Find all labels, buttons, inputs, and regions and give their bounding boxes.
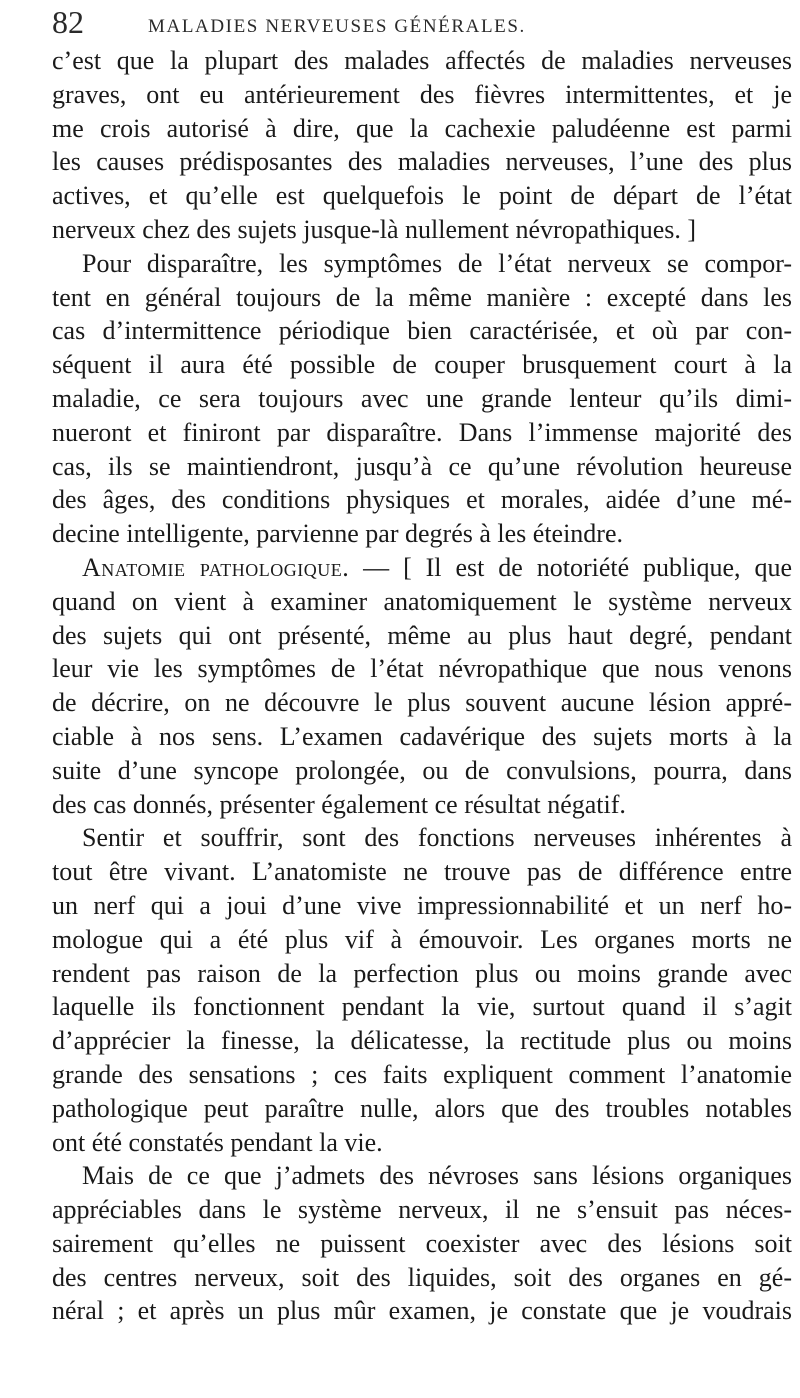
paragraph-start-line: Mais de ce que j’admets des névroses sans lésions organiques	[82, 1161, 792, 1191]
text-line: sairement qu’elles ne puissent coexister avec des lésions soit	[52, 1228, 792, 1258]
text-line: pathologique peut paraître nulle, alors que des troubles notables	[52, 1093, 792, 1123]
text-line: graves, ont eu antérieurement des fièvres intermittentes, et je	[52, 79, 792, 109]
text-line: maladie, ce sera toujours avec une grande lenteur qu’ils dimi-	[52, 383, 792, 413]
text-line: cas d’intermittence périodique bien caractérisée, et où par con-	[52, 316, 792, 346]
text-line: des âges, des conditions physiques et morales, aidée d’une mé-	[52, 485, 792, 515]
book-page	[52, 0, 792, 1328]
paragraph-start-line: Sentir et souffrir, sont des fonctions nerveuses inhérentes à	[82, 823, 792, 853]
text-line: quand on vient à examiner anatomiquement le système nerveux	[52, 586, 792, 616]
text-line: un nerf qui a joui d’une vive impressionnabilité et un nerf ho-	[52, 890, 792, 920]
text-line: decine intelligente, parvienne par degrés à les éteindre.	[52, 519, 624, 549]
section-heading: Anatomie pathologique.	[82, 552, 350, 582]
text-line: rendent pas raison de la perfection plus ou moins grande avec	[52, 958, 792, 988]
text-line: laquelle ils fonctionnent pendant la vie, surtout quand il s’agit	[52, 992, 792, 1022]
text-line: séquent il aura été possible de couper brusquement court à la	[52, 350, 792, 380]
text-line: nueront et finiront par disparaître. Dans l’immense majorité des	[52, 417, 792, 447]
text-line: de décrire, on ne découvre le plus souvent aucune lésion appré-	[52, 688, 792, 718]
text-line: actives, et qu’elle est quelquefois le point de départ de l’état	[52, 181, 792, 211]
text-line: mologue qui a été plus vif à émouvoir. Les organes morts ne	[52, 924, 792, 954]
text-line: appréciables dans le système nerveux, il ne s’ensuit pas néces-	[52, 1195, 792, 1225]
body-text	[52, 44, 792, 1328]
paragraph-start-line: Pour disparaître, les symptômes de l’état nerveux se compor-	[82, 248, 792, 278]
text-line: leur vie les symptômes de l’état névropathique que nous venons	[52, 654, 792, 684]
text-line: nerveux chez des sujets jusque-là nullement névropathiques. ]	[52, 214, 697, 244]
section-heading-line	[52, 551, 792, 585]
text-line: c’est que la plupart des malades affectés de maladies nerveuses	[52, 46, 792, 75]
text-line: les causes prédisposantes des maladies nerveuses, l’une des plus	[52, 147, 792, 177]
text-line-remainder: — [ Il est de notoriété publique, que	[363, 552, 793, 582]
running-head	[52, 0, 792, 44]
text-line: tout être vivant. L’anatomiste ne trouve pas de différence entre	[52, 857, 792, 887]
text-line: ciable à nos sens. L’examen cadavérique des sujets morts à la	[52, 721, 792, 751]
running-title: MALADIES NERVEUSES GÉNÉRALES.	[148, 16, 526, 37]
page-number: 82	[52, 4, 84, 40]
text-line: néral ; et après un plus mûr examen, je constate que je voudrais	[52, 1296, 792, 1326]
text-line: cas, ils se maintiendront, jusqu’à ce qu’une révolution heureuse	[52, 451, 792, 481]
text-line: des cas donnés, présenter également ce résultat négatif.	[52, 789, 626, 819]
text-line: tent en général toujours de la même manière : excepté dans les	[52, 282, 792, 312]
text-line: grande des sensations ; ces faits expliquent comment l’anatomie	[52, 1059, 792, 1089]
text-line: suite d’une syncope prolongée, ou de convulsions, pourra, dans	[52, 755, 792, 785]
text-line: ont été constatés pendant la vie.	[52, 1127, 383, 1157]
text-line: me crois autorisé à dire, que la cachexie paludéenne est parmi	[52, 113, 792, 143]
text-line: des sujets qui ont présenté, même au plus haut degré, pendant	[52, 620, 792, 650]
text-line: d’apprécier la finesse, la délicatesse, la rectitude plus ou moins	[52, 1026, 792, 1056]
text-line: des centres nerveux, soit des liquides, soit des organes en gé-	[52, 1262, 792, 1292]
